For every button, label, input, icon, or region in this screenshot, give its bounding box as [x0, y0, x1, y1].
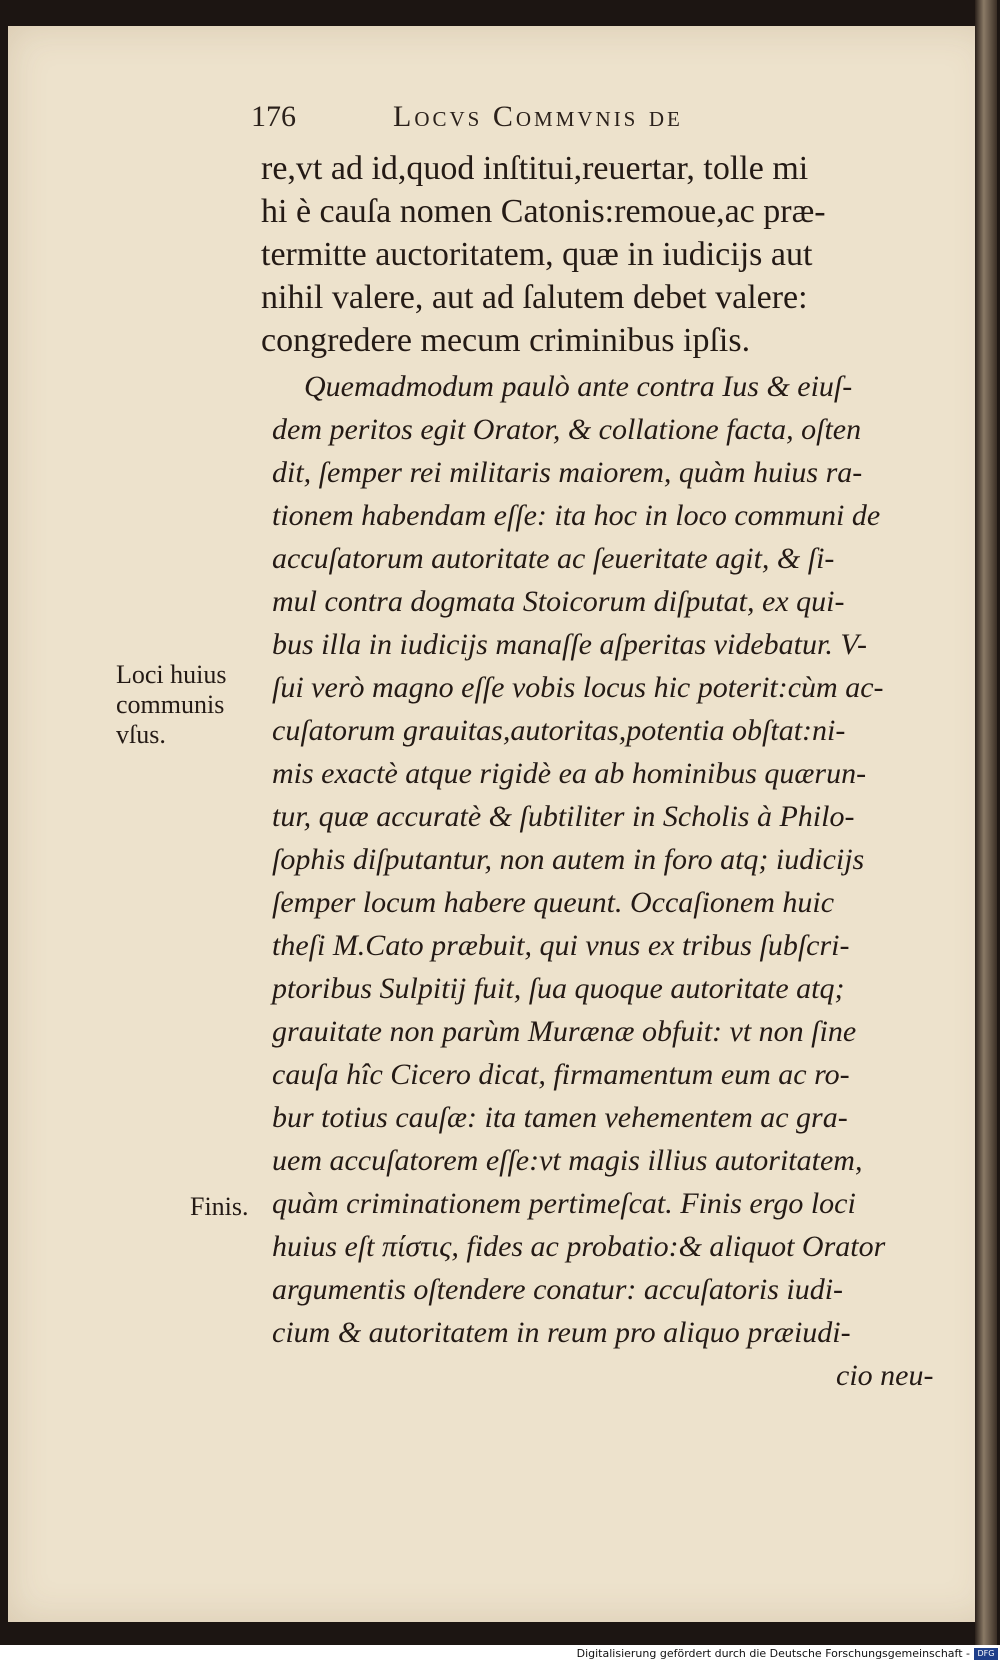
- text-line: tionem habendam eſſe: ita hoc in loco communi de: [272, 499, 881, 532]
- text-line: ptoribus Sulpitij fuit, ſua quoque autoritate atq;: [272, 972, 845, 1005]
- running-title: Locvs Commvnis de: [393, 100, 683, 133]
- margin-note-line: vſus.: [116, 720, 166, 749]
- text-line: cuſatorum grauitas,autoritas,potentia obſtat:ni-: [272, 714, 846, 747]
- text-line: hi è cauſa nomen Catonis:remoue,ac præ-: [261, 193, 826, 230]
- catchword: cio neu-: [836, 1359, 934, 1392]
- text-line: quàm criminationem pertimeſcat. Finis ergo loci: [272, 1187, 856, 1220]
- book-page-edge: [975, 0, 997, 1645]
- text-line: ſui verò magno eſſe vobis locus hic poterit:cùm ac-: [272, 671, 884, 704]
- text-line: uem accuſatorem eſſe:vt magis illius autoritatem,: [272, 1144, 863, 1177]
- text-line: mul contra dogmata Stoicorum diſputat, ex qui-: [272, 585, 845, 618]
- text-line: theſi M.Cato præbuit, qui vnus ex tribus ſubſcri-: [272, 929, 850, 962]
- text-line: ſemper locum habere queunt. Occaſionem huic: [272, 886, 835, 919]
- text-line: nihil valere, aut ad ſalutem debet valere:: [261, 279, 808, 316]
- text-line: grauitate non parùm Murænæ obfuit: vt non ſine: [272, 1015, 857, 1048]
- margin-note-loci: [116, 660, 227, 750]
- text-line: termitte auctoritatem, quæ in iudicijs aut: [261, 236, 813, 273]
- margin-note-line: communis: [116, 690, 225, 719]
- text-line: huius eſt πίστις, fides ac probatio:& aliquot Orator: [272, 1230, 886, 1263]
- text-line: cium & autoritatem in reum pro aliquo præiudi-: [272, 1316, 851, 1349]
- text-line: argumentis oſtendere conatur: accuſatoris iudi-: [272, 1273, 844, 1306]
- text-line: re,vt ad id,quod inſtitui,reuertar, tolle mi: [261, 150, 809, 187]
- text-line: Quemadmodum paulò ante contra Ius & eiuſ-: [304, 370, 853, 403]
- text-line: accuſatorum autoritate ac ſeueritate agit, & ſi-: [272, 542, 835, 575]
- text-line: cauſa hîc Cicero dicat, firmamentum eum ac ro-: [272, 1058, 850, 1091]
- text-line: mis exactè atque rigidè ea ab hominibus quærun-: [272, 757, 867, 790]
- page-number: 176: [251, 100, 296, 133]
- text-line: bur totius cauſæ: ita tamen vehementem ac gra-: [272, 1101, 848, 1134]
- page-header: [251, 100, 851, 140]
- text-line: ſophis diſputantur, non autem in foro atq; iudicijs: [272, 843, 865, 876]
- dfg-logo: DFG: [974, 1648, 998, 1660]
- digitization-credit: Digitalisierung gefördert durch die Deutsche Forschungsgemeinschaft -: [576, 1647, 970, 1660]
- margin-note-line: Loci huius: [116, 660, 227, 689]
- text-line: tur, quæ accuratè & ſubtiliter in Scholis à Philo-: [272, 800, 855, 833]
- margin-note-finis: Finis.: [190, 1192, 249, 1221]
- text-line: congredere mecum criminibus ipſis.: [261, 322, 751, 359]
- text-line: dit, ſemper rei militaris maiorem, quàm huius ra-: [272, 456, 863, 489]
- text-line: bus illa in iudicijs manaſſe aſperitas videbatur. V-: [272, 628, 867, 661]
- text-line: dem peritos egit Orator, & collatione facta, oſten: [272, 413, 862, 446]
